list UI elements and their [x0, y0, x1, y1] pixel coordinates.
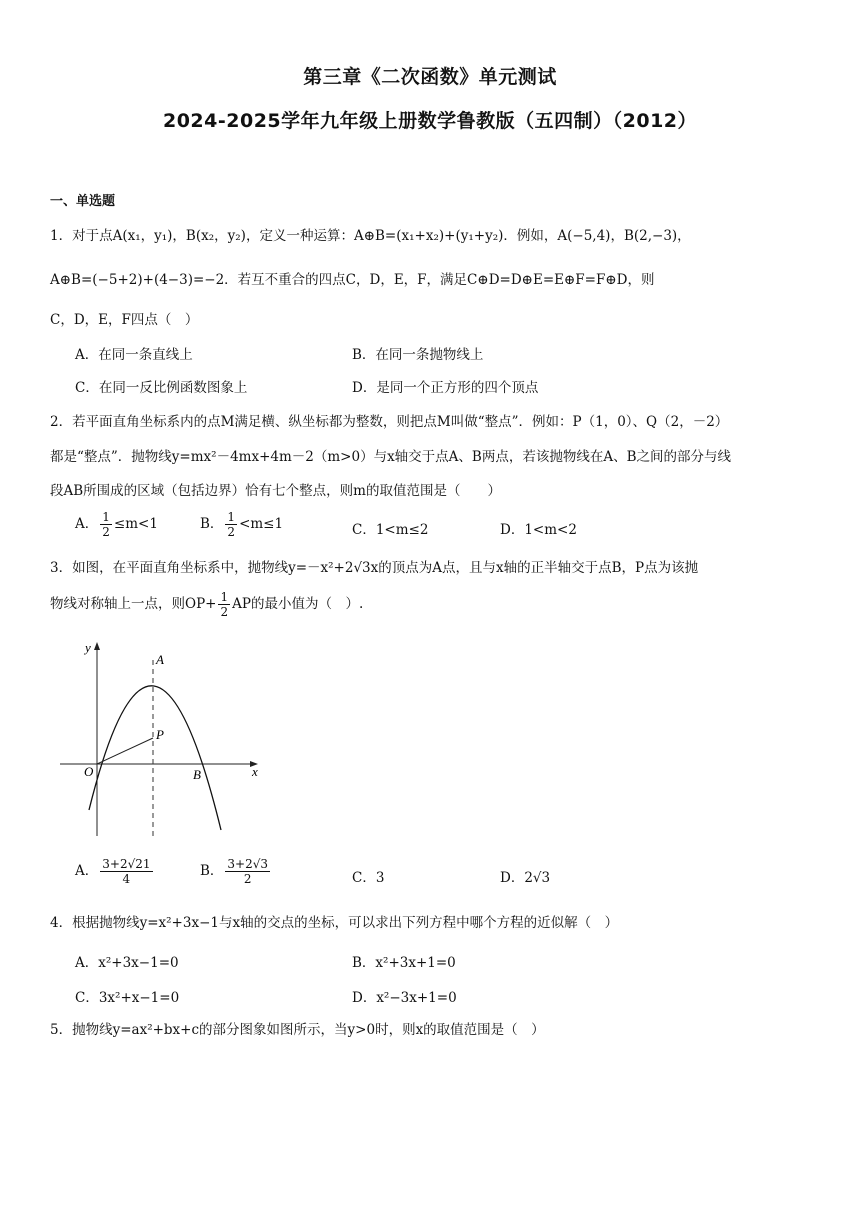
q3-line-1: 3．如图，在平面直角坐标系中，抛物线y=－x²+2√3x的顶点为A点，且与x轴的正半轴交于点B，P点为该抛	[50, 560, 699, 576]
q4-option-c: C．3x²+x−1=0	[75, 990, 180, 1006]
label-b: B	[193, 767, 201, 782]
q3-fraction	[218, 590, 230, 619]
parabola-figure	[58, 640, 268, 840]
q2-option-c: C．1<m≤2	[352, 522, 429, 538]
q1-option-c: C．在同一反比例函数图象上	[75, 380, 248, 396]
fraction-denominator: 2	[220, 605, 229, 619]
fraction-numerator: 1	[102, 510, 110, 524]
q1-option-b: B．在同一条抛物线上	[352, 347, 484, 363]
q1-line-1: 1．对于点A(x₁，y₁)，B(x₂，y₂)，定义一种运算：A⊕B=(x₁+x₂)+(y₁+y₂)．例如，A(−5,4)，B(2,−3)，	[50, 228, 691, 244]
title-line-2: 2024-2025学年九年级上册数学鲁教版（五四制）（2012）	[162, 110, 698, 132]
q2-option-b-fraction	[225, 510, 237, 539]
label-p: P	[156, 727, 164, 742]
q2-option-a-rest: ≤m<1	[113, 516, 158, 532]
q4-option-b: B．x²+3x+1=0	[352, 955, 456, 971]
fraction-denominator: 2	[102, 525, 110, 539]
q2-option-b-label: B．	[200, 516, 224, 532]
q3-option-d: D．2√3	[500, 870, 551, 886]
fraction-numerator: 1	[227, 510, 236, 524]
q1-line-2: A⊕B=(−5+2)+(4−3)=−2．若互不重合的四点C，D，E，F，满足C⊕D=D⊕E=E⊕F=F⊕D，则	[50, 272, 655, 288]
label-a: A	[156, 652, 164, 667]
q2-line-3: 段AB所围成的区域（包括边界）恰有七个整点，则m的取值范围是（ ）	[50, 483, 501, 499]
q3-line-2-start: 物线对称轴上一点，则OP+	[50, 596, 217, 612]
q5-line-1: 5．抛物线y=ax²+bx+c的部分图象如图所示，当y>0时，则x的取值范围是（ ）	[50, 1022, 545, 1038]
q3-option-a	[75, 857, 155, 886]
q3-line-2-end: AP的最小值为（ ）.	[232, 596, 364, 612]
fraction-denominator: 2	[227, 525, 236, 539]
q4-line-1: 4．根据抛物线y=x²+3x−1与x轴的交点的坐标，可以求出下列方程中哪个方程的近似解（ ）	[50, 915, 619, 931]
fraction-numerator: 3+2√3	[227, 857, 269, 871]
q4-option-d: D．x²−3x+1=0	[352, 990, 457, 1006]
q3-line-2	[50, 590, 363, 619]
q2-option-a-label: A．	[75, 516, 99, 532]
q2-line-2: 都是“整点”．抛物线y=mx²－4mx+4m－2（m>0）与x轴交于点A、B两点，若该抛物线在A、B之间的部分与线	[50, 449, 732, 465]
q1-option-a: A．在同一条直线上	[75, 347, 193, 363]
q3-option-b	[200, 857, 272, 886]
q1-line-3: C，D，E，F四点（ ）	[50, 312, 199, 328]
q3-option-b-fraction	[225, 857, 270, 886]
q2-option-a	[75, 510, 158, 539]
q3-option-a-label: A．	[75, 863, 99, 879]
q2-option-b-rest: <m≤1	[239, 516, 284, 532]
q3-option-a-fraction	[100, 857, 152, 886]
q2-line-1: 2．若平面直角坐标系内的点M满足横、纵坐标都为整数，则把点M叫做“整点”．例如：P（1，0）、Q（2，－2）	[50, 414, 729, 430]
q3-option-b-label: B．	[200, 863, 224, 879]
section-heading: 一、单选题	[50, 194, 116, 209]
fraction-denominator: 2	[243, 872, 252, 886]
q3-option-c: C．3	[352, 870, 385, 886]
fraction-numerator: 3+2√21	[102, 857, 151, 871]
label-y: y	[85, 640, 91, 655]
label-x: x	[252, 764, 258, 779]
fraction-numerator: 1	[220, 590, 229, 604]
parabola-curve	[89, 686, 221, 830]
y-axis-arrow	[94, 642, 100, 650]
title-line-1: 第三章《二次函数》单元测试	[303, 66, 557, 88]
q1-option-d: D．是同一个正方形的四个顶点	[352, 380, 539, 396]
q2-option-a-fraction	[100, 510, 112, 539]
q2-option-d: D．1<m<2	[500, 522, 577, 538]
fraction-denominator: 4	[122, 872, 131, 886]
q2-option-b	[200, 510, 283, 539]
label-o: O	[84, 764, 94, 779]
q4-option-a: A．x²+3x−1=0	[75, 955, 179, 971]
